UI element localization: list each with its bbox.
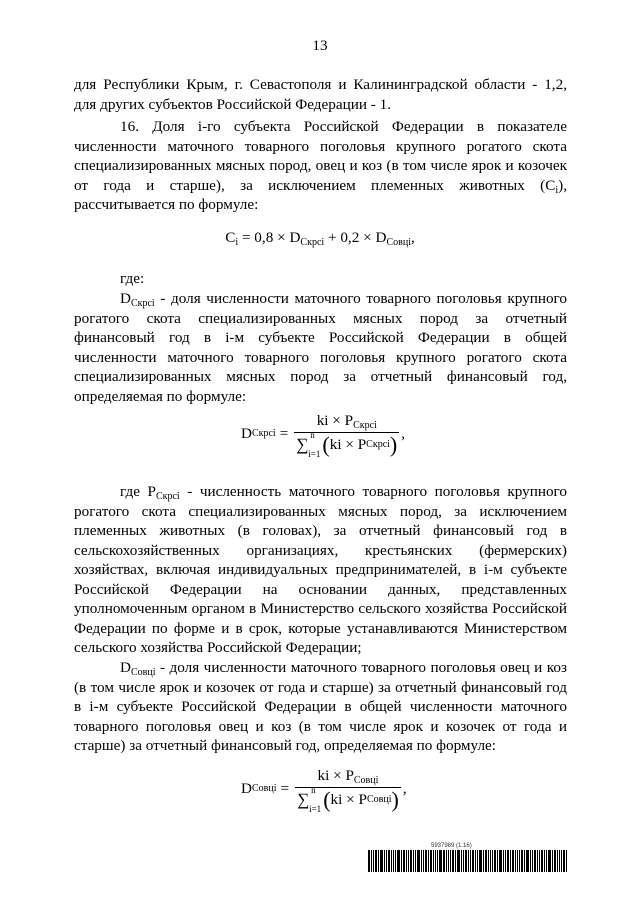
barcode-bar xyxy=(375,850,377,872)
barcode-bar xyxy=(457,850,460,872)
barcode-bar xyxy=(468,850,469,872)
barcode-bar xyxy=(563,850,565,872)
barcode-bar xyxy=(446,850,447,872)
barcode-bar xyxy=(410,850,412,872)
barcode-bar xyxy=(380,850,383,872)
barcode-bar xyxy=(406,850,407,872)
d-ovc-definition xyxy=(74,658,567,756)
d-krs-text: - доля численности маточного товарного поголовья крупного рогатого скота специализированных мясных пород за отчетный финансовый год в i-м субъекте Российской Федерации в общей численности маточного товарного поголовья крупного рогатого скота специализированных мясных пород за отчетный финансовый год, определяемая по формуле: xyxy=(74,290,567,405)
sum-upper: n xyxy=(310,430,315,440)
barcode-bar xyxy=(532,850,533,872)
barcode-bar xyxy=(439,850,442,872)
sum-symbol xyxy=(296,430,321,459)
barcode-bar xyxy=(384,850,385,872)
barcode-bar xyxy=(515,850,516,872)
barcode-bar xyxy=(499,850,502,872)
barcode-bar xyxy=(552,850,553,872)
formula-d-krs: D Скрсi = ki × $P_{Скрсi}$ ∑ n i=1 ( ki × P Скрсi ) , xyxy=(241,412,406,459)
barcode-bar xyxy=(452,850,454,872)
barcode-bar xyxy=(510,850,511,872)
barcode-bar xyxy=(395,850,396,872)
formula-ci-end: , xyxy=(410,229,415,246)
barcode-bar xyxy=(403,850,405,872)
barcode-bar xyxy=(391,850,392,872)
barcode-bar xyxy=(488,850,489,872)
barcode-bar xyxy=(557,850,558,872)
formula-d-ovc-den-text: ki × P xyxy=(330,791,367,808)
formula-d-krs-fraction xyxy=(294,412,399,459)
paragraph-16-text: 16. Доля i-го субъекта Российской Федерации в показателе численности маточного товарного поголовья крупного рогатого скота специализированных мясных пород, овец и коз (в том числе ярок и козочек от года и старше), за исключением племенных животных (C xyxy=(74,118,567,194)
barcode-bar xyxy=(448,850,449,872)
barcode-bar xyxy=(433,850,434,872)
formula-d-ovc-eq: = xyxy=(280,779,290,797)
sum-sign: ∑ xyxy=(297,790,310,809)
d-krs-symbol: D xyxy=(120,290,131,307)
barcode-bar xyxy=(417,850,420,872)
barcode-bar xyxy=(537,850,538,872)
barcode-bar xyxy=(443,850,445,872)
paragraph-16-sub: i xyxy=(555,184,559,196)
p-krs-lead: где P xyxy=(120,483,156,500)
barcode-bar xyxy=(561,850,562,872)
barcode-bar xyxy=(397,850,400,872)
barcode-bar xyxy=(477,850,478,872)
barcode-bar xyxy=(368,850,370,872)
barcode-bar xyxy=(373,850,374,872)
barcode-bar xyxy=(465,850,467,872)
p-krs-text: - численность маточного товарного поголовья крупного рогатого скота специализированных мясных пород, за исключением племенных животных (в головах), за отчетный финансовый год в сельскохозяйственных организациях, крестьянских (фермерских) хозяйствах, включая индивидуальных предпринимателей, в i-м субъекте Российской Федерации на основании данных, представленных уполномоченным органом в Министерство сельского хозяйства Российской Федерации по форме и в срок, которые устанавливаются Министерством сельского хозяйства Российской Федерации; xyxy=(74,483,567,656)
formula-d-krs-den-text: ki × P xyxy=(329,436,367,453)
barcode-bar xyxy=(401,850,402,872)
barcode-bar xyxy=(470,850,471,872)
paragraph-16 xyxy=(74,117,567,215)
barcode-bar xyxy=(497,850,498,872)
formula-d-ovc-numerator xyxy=(313,767,382,787)
paragraph-16-tail: ), рассчитывается по формуле: xyxy=(74,176,567,213)
formula-ci-lhs-sub: i xyxy=(235,237,239,248)
left-paren: ( xyxy=(322,432,330,457)
d-ovc-text: - доля численности маточного товарного поголовья овец и коз (в том числе ярок и козочек от года и старше) за отчетный финансовый год в i-м субъекте Российской Федерации в общей численности маточного товарного поголовья овец и коз (в том числе ярок и козочек от года и старше) за отчетный финансовый год, определяемая по формуле: xyxy=(74,659,567,754)
p-krs-definition xyxy=(74,482,567,658)
formula-d-krs-eq: = xyxy=(279,424,289,442)
formula-ci-sub2: Совцi xyxy=(386,237,411,248)
barcode-bar xyxy=(437,850,438,872)
formula-d-krs-lhs: D xyxy=(241,424,252,442)
barcode-bar xyxy=(415,850,416,872)
barcode-bar xyxy=(435,850,436,872)
barcode-bar xyxy=(512,850,514,872)
formula-d-ovc-num-text: ki × P xyxy=(317,767,354,784)
formula-ci-term2: + 0,2 × D xyxy=(324,229,387,246)
formula-d-ovc: D Совцi = ki × $P_{Совцi}$ ∑ n i=1 ( ki × P Совцi ) , xyxy=(241,767,407,814)
barcode-bar xyxy=(485,850,487,872)
formula-d-krs-end: , xyxy=(401,424,406,442)
barcode-label: 5937989 (1.16) xyxy=(431,843,472,849)
barcode-bar xyxy=(541,850,543,872)
formula-d-ovc-lhs: D xyxy=(241,779,252,797)
barcode-bar xyxy=(475,850,476,872)
formula-d-krs-num-text: ki × P xyxy=(316,412,354,429)
barcode-bar xyxy=(503,850,504,872)
barcode-bar xyxy=(450,850,451,872)
barcode-bar xyxy=(507,850,509,872)
barcode-bar xyxy=(526,850,529,872)
barcode xyxy=(368,850,568,872)
barcode-bar xyxy=(539,850,540,872)
sum-upper: n xyxy=(311,785,316,795)
formula-ci-sub1: Скрсi xyxy=(300,237,325,248)
barcode-bar xyxy=(530,850,531,872)
barcode-bar xyxy=(521,850,523,872)
barcode-bar xyxy=(386,850,387,872)
barcode-bar xyxy=(455,850,456,872)
barcode-bar xyxy=(505,850,506,872)
d-krs-sub: Скрсi xyxy=(130,298,155,309)
formula-ci xyxy=(0,229,640,247)
barcode-bar xyxy=(371,850,372,872)
formula-d-krs-denominator: ∑ n i=1 ( ki × P Скрсi ) xyxy=(296,430,398,459)
barcode-bar xyxy=(423,850,424,872)
left-paren: ( xyxy=(323,787,331,812)
barcode-bar xyxy=(546,850,547,872)
intro-line-2: для других субъектов Российской Федерации - 1. xyxy=(74,95,392,113)
barcode-bar xyxy=(463,850,464,872)
barcode-bar xyxy=(544,850,545,872)
barcode-bar xyxy=(494,850,496,872)
barcode-bar xyxy=(430,850,432,872)
intro-paragraph xyxy=(74,75,567,114)
formula-d-krs-numerator xyxy=(313,412,381,432)
barcode-bar xyxy=(483,850,484,872)
barcode-bar xyxy=(490,850,491,872)
page-number: 13 xyxy=(312,37,328,54)
barcode-bar xyxy=(425,850,427,872)
formula-d-ovc-end: , xyxy=(402,779,407,797)
right-paren: ) xyxy=(389,432,398,457)
barcode-bar xyxy=(461,850,462,872)
barcode-bar xyxy=(524,850,525,872)
intro-line-1: для Республики Крым, г. Севастополя и Калининградской области - 1,2, xyxy=(74,76,567,93)
sum-lower: i=1 xyxy=(309,804,322,814)
barcode-bar xyxy=(413,850,414,872)
barcode-bar xyxy=(479,850,482,872)
formula-d-krs-num-sub: Скрсi xyxy=(353,420,377,431)
barcode-bar xyxy=(472,850,474,872)
barcode-bar xyxy=(378,850,379,872)
barcode-bar xyxy=(534,850,536,872)
formula-ci-term1: = 0,8 × D xyxy=(238,229,301,246)
barcode-bar xyxy=(559,850,560,872)
right-paren: ) xyxy=(391,787,399,812)
barcode-bar xyxy=(517,850,518,872)
p-krs-sub: Скрсi xyxy=(155,491,180,502)
d-ovc-symbol: D xyxy=(120,659,131,676)
barcode-bar xyxy=(428,850,429,872)
d-krs-definition xyxy=(74,289,567,406)
sum-lower: i=1 xyxy=(308,449,321,459)
formula-ci-lhs: C xyxy=(225,229,236,246)
barcode-bar xyxy=(554,850,556,872)
barcode-bar xyxy=(393,850,394,872)
sum-symbol xyxy=(297,785,322,814)
formula-d-ovc-denominator: ∑ n i=1 ( ki × P Совцi ) xyxy=(297,785,399,814)
formula-d-ovc-num-sub: Совцi xyxy=(353,775,379,786)
formula-d-ovc-fraction xyxy=(295,767,401,814)
barcode-bar xyxy=(566,850,567,872)
barcode-bar xyxy=(548,850,551,872)
barcode-bar xyxy=(388,850,390,872)
d-ovc-sub: Совцi xyxy=(130,667,156,678)
barcode-bar xyxy=(421,850,422,872)
barcode-bar xyxy=(519,850,520,872)
barcode-bar xyxy=(492,850,493,872)
sum-sign: ∑ xyxy=(296,435,309,454)
where-label: где: xyxy=(120,270,145,287)
barcode-bar xyxy=(408,850,409,872)
